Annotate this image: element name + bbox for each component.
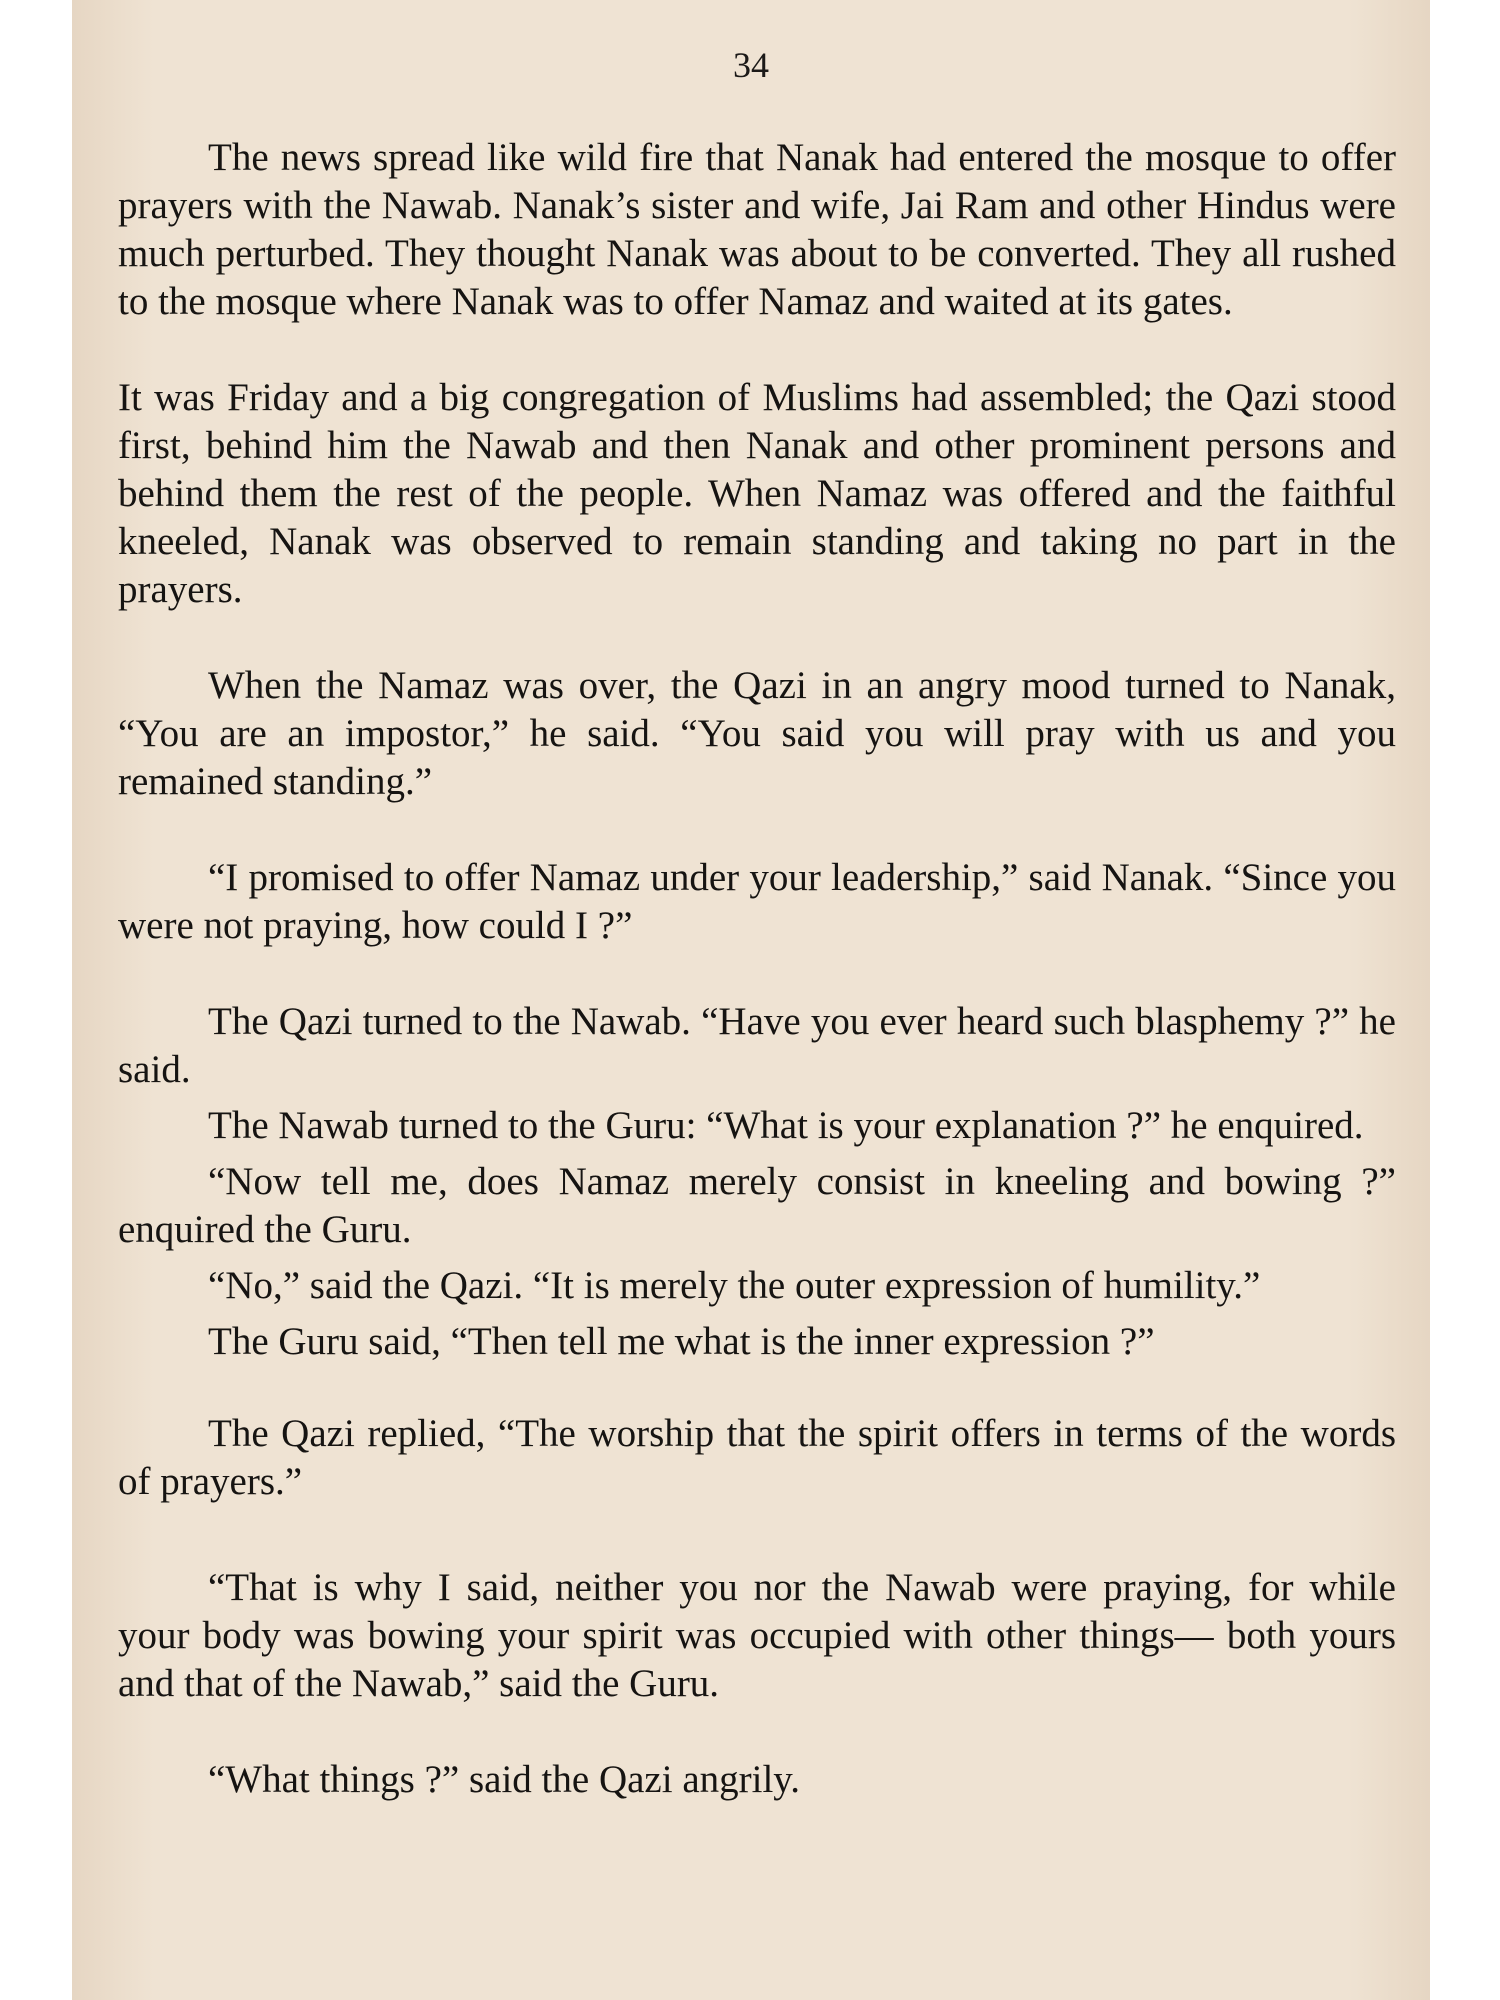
paragraph-11: “That is why I said, neither you nor the Nawab were praying, for while your body was bowing your spirit was occupied with other things— both yours and that of the Nawab,” said the Guru.	[118, 1566, 1396, 1705]
paragraph-5: The Qazi turned to the Nawab. “Have you ever heard such blasphemy ?” he said.	[118, 1000, 1396, 1091]
paragraph-2: It was Friday and a big congregation of Muslims had assembled; the Qazi stood first, behind him the Nawab and then Nanak and other prominent persons and behind them the rest of the people. When Namaz was offered and the faithful kneeled, Nanak was observed to remain standing and taking no part in the prayers.	[118, 376, 1396, 611]
body-text	[118, 134, 1396, 1804]
page-number: 34	[733, 45, 769, 85]
paragraph-8: “No,” said the Qazi. “It is merely the outer expression of humility.”	[208, 1264, 1261, 1307]
paragraph-6: The Nawab turned to the Guru: “What is your explanation ?” he enquired.	[208, 1104, 1364, 1147]
paragraph-9: The Guru said, “Then tell me what is the inner expression ?”	[208, 1320, 1155, 1363]
paragraph-10: The Qazi replied, “The worship that the spirit offers in terms of the words of prayers.”	[118, 1412, 1396, 1503]
paragraph-4: “I promised to offer Namaz under your leadership,” said Nanak. “Since you were not praying, how could I ?”	[118, 856, 1396, 947]
paragraph-3: When the Namaz was over, the Qazi in an angry mood turned to Nanak, “You are an impostor,” he said. “You said you will pray with us and you remained standing.”	[118, 664, 1396, 803]
paragraph-7: “Now tell me, does Namaz merely consist in kneeling and bowing ?” enquired the Guru.	[118, 1160, 1396, 1251]
paragraph-12: “What things ?” said the Qazi angrily.	[208, 1758, 801, 1801]
book-page	[72, 0, 1430, 2000]
paragraph-1: The news spread like wild fire that Nanak had entered the mosque to offer prayers with the Nawab. Nanak’s sister and wife, Jai Ram and other Hindus were much perturbed. They thought Nanak was about to be converted. They all rushed to the mosque where Nanak was to offer Namaz and waited at its gates.	[118, 136, 1396, 323]
